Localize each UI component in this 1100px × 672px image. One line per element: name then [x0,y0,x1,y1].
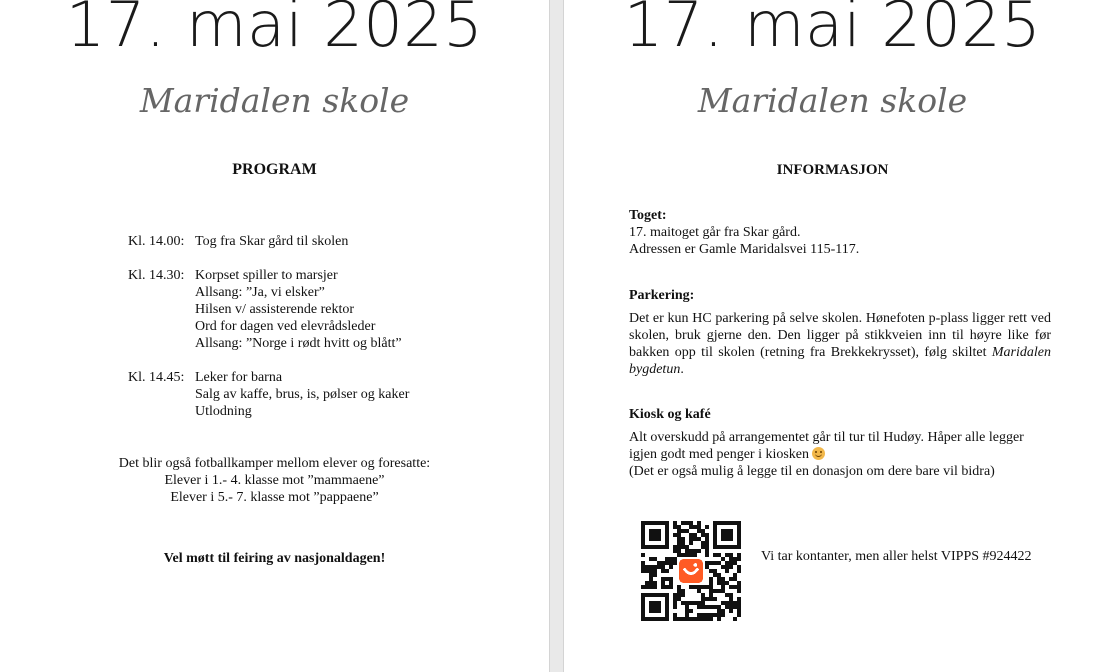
slot-line: Ord for dagen ved elevrådsleder [195,319,376,334]
slot-line: Salg av kaffe, brus, is, pølser og kaker [195,387,410,402]
football-line: Elever i 5.- 7. klasse mot ”pappaene” [170,490,379,505]
slot-line: Allsang: ”Norge i rødt hvitt og blått” [195,336,402,351]
date-heading: 17. mai 2025 [65,0,484,61]
football-info [0,455,549,506]
slot-time: Kl. 14.00: [128,234,185,249]
parkering-text [629,310,1051,378]
slot-lines [195,369,409,420]
parkering-body: Det er kun HC parkering på selve skolen. Hønefoten p-plass ligger rett ved skolen, bruk gjerne den. Den ligger på stikkveien inn til høyre like før bakken opp til skolen (retning fra Brekkekrysset), følg skiltet [629,311,1051,360]
kiosk-text [629,429,1051,463]
kiosk-heading: Kiosk og kafé [629,407,711,422]
school-name: Maridalen skole [697,81,968,120]
slot-time: Kl. 14.45: [128,370,185,385]
slot-lines [195,267,402,352]
schedule [128,233,409,437]
kiosk-note: (Det er også mulig å legge til en donasjon om dere bare vil bidra) [629,464,995,479]
vipps-qr-code-icon [641,521,741,621]
vipps-text: Vi tar kontanter, men aller helst VIPPS #924422 [761,549,1032,564]
toget-line: Adressen er Gamle Maridalsvei 115-117. [629,242,860,257]
info-title: INFORMASJON [776,162,889,178]
parkering-heading: Parkering: [629,288,695,303]
schedule-slot [128,369,409,420]
parkering-sign: Maridalen bygdetun [629,345,1051,377]
schedule-slot [128,267,409,352]
football-line: Det blir også fotballkamper mellom elever og foresatte: [118,456,431,471]
slot-time: Kl. 14.30: [128,268,185,283]
slot-line: Tog fra Skar gård til skolen [195,234,349,249]
parkering-section [629,287,1051,378]
parkering-end: . [680,362,684,377]
slot-line: Korpset spiller to marsjer [195,268,338,283]
schedule-slot [128,233,409,250]
closing-text: Vel møtt til feiring av nasjonaldagen! [163,551,386,566]
program-title: PROGRAM [232,161,317,178]
slot-line: Utlodning [195,404,252,419]
school-name: Maridalen skole [139,81,410,120]
toget-section [629,207,1051,258]
info-page [563,0,1100,672]
kiosk-body: Alt overskudd på arrangementet går til tur til Hudøy. Håper alle legger igjen godt med penger i kiosken [629,430,1024,462]
slot-line: Hilsen v/ assisterende rektor [195,302,355,317]
kiosk-section [629,406,1051,480]
slot-lines [195,233,348,250]
slot-line: Allsang: ”Ja, vi elsker” [195,285,325,300]
toget-heading: Toget: [629,208,667,223]
smiley-icon [812,447,825,460]
toget-line: 17. maitoget går fra Skar gård. [629,225,801,240]
date-heading: 17. mai 2025 [623,0,1042,61]
slot-line: Leker for barna [195,370,283,385]
football-line: Elever i 1.- 4. klasse mot ”mammaene” [164,473,385,488]
